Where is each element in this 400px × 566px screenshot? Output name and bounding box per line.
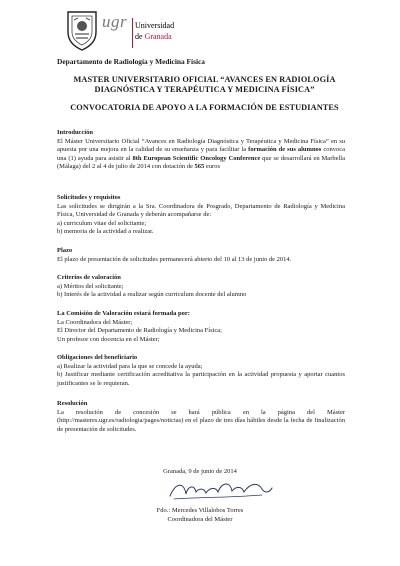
logo-text: ugr [102, 12, 128, 31]
logo-divider [132, 18, 133, 48]
document-subtitle: CONVOCATORIA DE APOYO A LA FORMACIÓN DE ESTUDIANTES [70, 103, 339, 112]
section-requests [57, 194, 345, 237]
title-line-2: DIAGNÓSTICA Y TERAPÉUTICA Y MEDICINA FÍSICA” [94, 84, 315, 94]
intro-text: El Máster Universitario Oficial “Avances en Radiología Diagnóstica y Terapéutica y Medicina Física” en su apuesta por una mejora en la calidad de su enseñanza y para facilitar la formación de sus alumnos convoca una (1) ayuda para asistir al 8th European Scientific Oncology Conference que se desarrollará en Marbella (Málaga) del 2 al 4 de julio de 2014 con dotación de 565 euros [57, 137, 345, 171]
signer-block [0, 506, 400, 524]
section-heading: Resolución [57, 400, 88, 407]
signer-role: Coordinadora del Máster [167, 516, 233, 523]
criteria-item-b: b) Interés de la actividad a realizar según curriculum docente del alumno [57, 291, 247, 299]
handwritten-signature [166, 478, 276, 504]
section-heading: Criterios de valoración [57, 274, 121, 281]
commission-member-3: Un profesor con docencia en el Máster; [57, 335, 160, 343]
university-seal-icon [62, 8, 102, 52]
title-line-1: MASTER UNIVERSITARIO OFICIAL “AVANCES EN RADIOLOGÍA [73, 75, 336, 84]
section-heading: Plazo [57, 247, 73, 254]
university-logo [62, 8, 180, 53]
criteria-item-a: a) Méritos del solicitante; [57, 282, 124, 290]
signer-name: Fdo.: Mercedes Villalobos Torres [156, 507, 244, 514]
section-commission [57, 310, 345, 344]
commission-member-1: La Coordinadora del Máster; [57, 318, 133, 326]
university-name-line1: Universidad [135, 21, 175, 30]
commission-member-2: El Director del Departamento de Radiología y Medicina Física; [57, 327, 222, 335]
requests-text: Las solicitudes se dirigirán a la Sra. Coordinadora de Posgrado, Departamento de Radiología y Medicina Física, Universidad de Granada y deberán acompañarse de: [57, 202, 345, 219]
department-name: Departamento de Radiología y Medicina Física [57, 57, 206, 66]
obligations-item-a: a) Realizar la actividad para la que se concede la ayuda; [57, 362, 203, 370]
requests-item-a: a) curriculum vitae del solicitante; [57, 219, 147, 227]
section-introduction [57, 129, 345, 172]
obligations-item-b: b) Justificar mediante certificación acreditativa la participación en la actividad propuesta y aportar cuantos justificantes se le requieran. [57, 371, 345, 387]
resolution-text: La resolución de concesión se hará pública en la página del Máster (http://masteres.ugr.es/radiologia/pages/noticias) en el plazo de tres días hábiles desde la fecha de finalización de presentación de solicitudes. [57, 408, 345, 433]
section-obligations [57, 354, 345, 388]
signature-date: Granada, 9 de junio de 2014 [163, 468, 237, 475]
university-name-line2: de Granada [135, 32, 172, 41]
section-heading: Solicitudes y requisitos [57, 194, 121, 201]
section-heading: La Comisión de Valoración estará formada por: [57, 310, 190, 317]
section-deadline [57, 247, 345, 264]
document-title [57, 75, 352, 94]
requests-item-b: b) memoria de la actividad a realizar. [57, 228, 154, 236]
section-criteria [57, 274, 345, 300]
university-city: Granada [144, 32, 172, 41]
section-resolution [57, 400, 345, 434]
section-heading: Introducción [57, 129, 93, 136]
deadline-text: El plazo de presentación de solicitudes permanecerá abierto del 10 al 13 de junio de 2014. [57, 255, 292, 263]
section-heading: Obligaciones del beneficiario [57, 354, 138, 361]
